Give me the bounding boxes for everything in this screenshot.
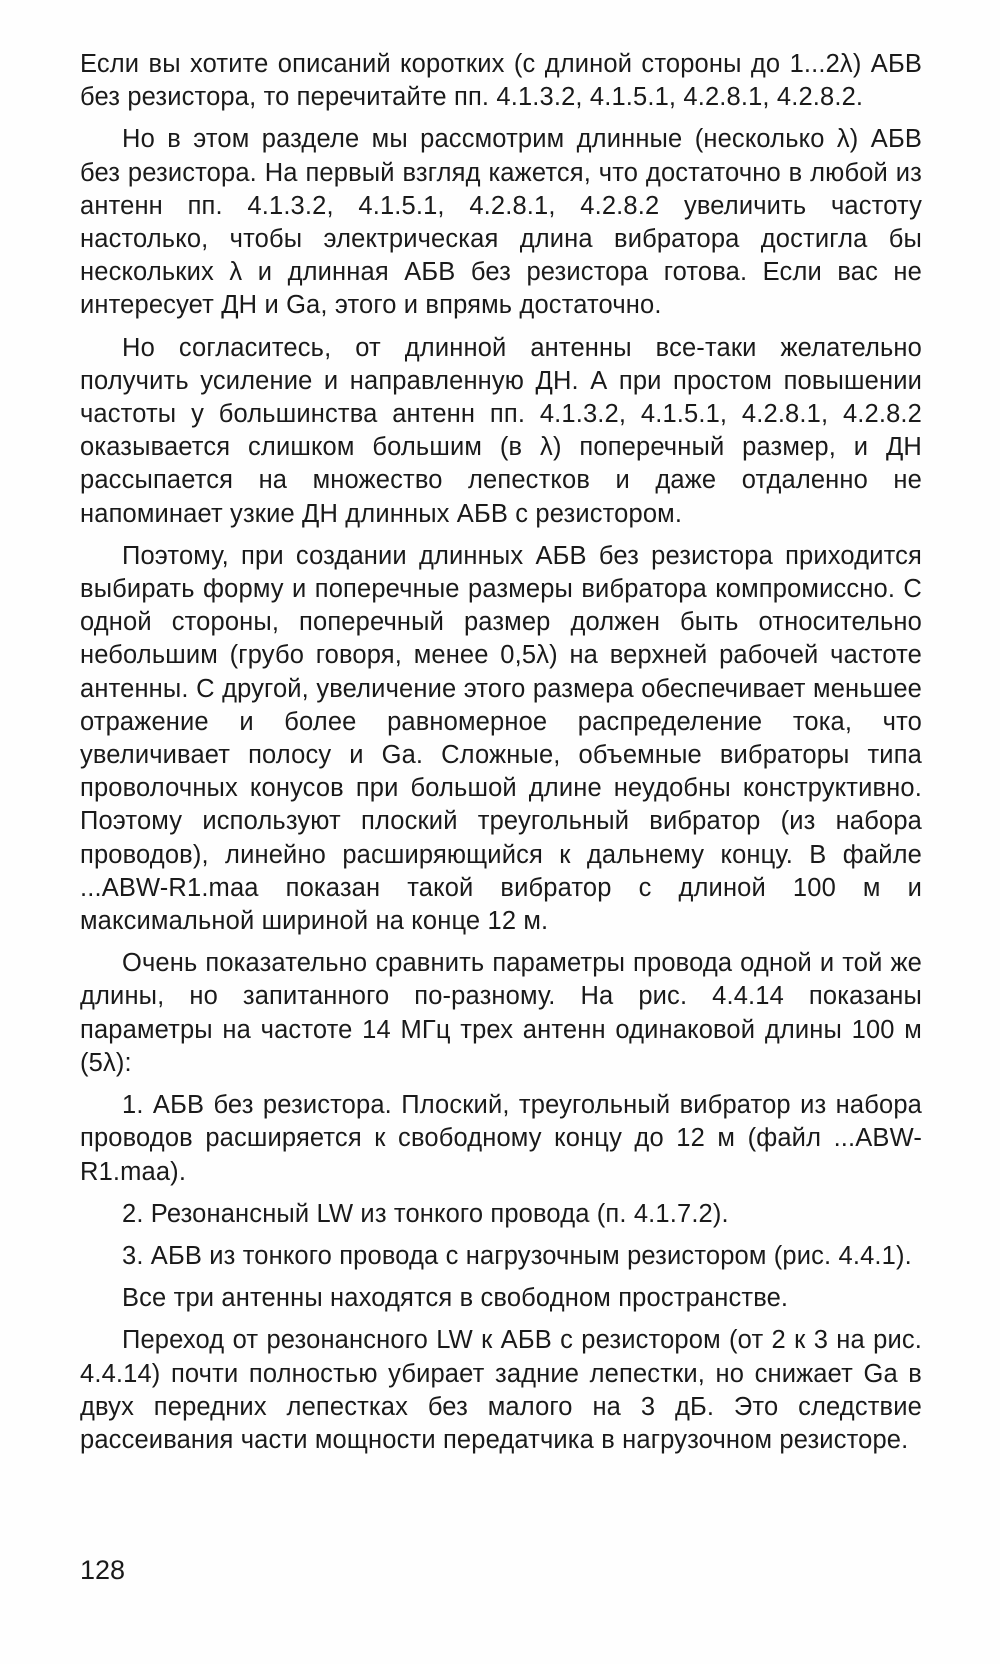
paragraph-7: Переход от резонансного LW к АБВ с резистором (от 2 к 3 на рис. 4.4.14) почти полностью убирает задние лепестки, но снижает Ga в двух передних лепестках без малого на 3 дБ. Это следствие рассеивания части мощности передатчика в нагрузочном резисторе.: [80, 1326, 922, 1454]
list-item-1: 1. АБВ без резистора. Плоский, треугольный вибратор из набора проводов расширяется к свободному концу до 12 м (файл ...ABW-R1.maa).: [80, 1091, 922, 1186]
paragraph-4: Поэтому, при создании длинных АБВ без резистора приходится выбирать форму и поперечные размеры вибратора компромиссно. С одной стороны, поперечный размер должен быть относительно небольшим (грубо говоря, менее 0,5λ) на верхней рабочей частоте антенны. С другой, увеличение этого размера обеспечивает меньшее отражение и более равномерное распределение тока, что увеличивает полосу и Ga. Сложные, объемные вибраторы типа проволочных конусов при большой длине неудобны конструктивно. Поэтому используют плоский треугольный вибратор (из набора проводов), линейно расширяющийся к дальнему концу. В файле ...ABW-R1.maa показан такой вибратор с длиной 100 м и максимальной шириной на конце 12 м.: [80, 541, 922, 936]
list-item-3: 3. АБВ из тонкого провода с нагрузочным резистором (рис. 4.4.1).: [122, 1241, 912, 1270]
page-number: 128: [80, 1555, 126, 1585]
body-text: [80, 48, 922, 1466]
paragraph-2: Но в этом разделе мы рассмотрим длинные (несколько λ) АБВ без резистора. На первый взгляд кажется, что достаточно в любой из антенн пп. 4.1.3.2, 4.1.5.1, 4.2.8.1, 4.2.8.2 увеличить частоту настолько, чтобы электрическая длина вибратора достигла бы нескольких λ и длинная АБВ без резистора готова. Если вас не интересует ДН и Ga, этого и впрямь достаточно.: [80, 125, 922, 320]
list-item-2: 2. Резонансный LW из тонкого провода (п. 4.1.7.2).: [122, 1199, 729, 1228]
paragraph-6: Все три антенны находятся в свободном пространстве.: [122, 1284, 789, 1313]
paragraph-3: Но согласитесь, от длинной антенны все-таки желательно получить усиление и направленную ДН. А при простом повышении частоты у большинства антенн пп. 4.1.3.2, 4.1.5.1, 4.2.8.1, 4.2.8.2 оказывается слишком большим (в λ) поперечный размер, и ДН рассыпается на множество лепестков и даже отдаленно не напоминает узкие ДН длинных АБВ с резистором.: [80, 333, 922, 528]
paragraph-5: Очень показательно сравнить параметры провода одной и той же длины, но запитанного по-разному. На рис. 4.4.14 показаны параметры на частоте 14 МГц трех антенн одинаковой длины 100 м (5λ):: [80, 949, 922, 1077]
paragraph-1: Если вы хотите описаний коротких (с длиной стороны до 1...2λ) АБВ без резистора, то перечитайте пп. 4.1.3.2, 4.1.5.1, 4.2.8.1, 4.2.8.2.: [80, 50, 922, 112]
